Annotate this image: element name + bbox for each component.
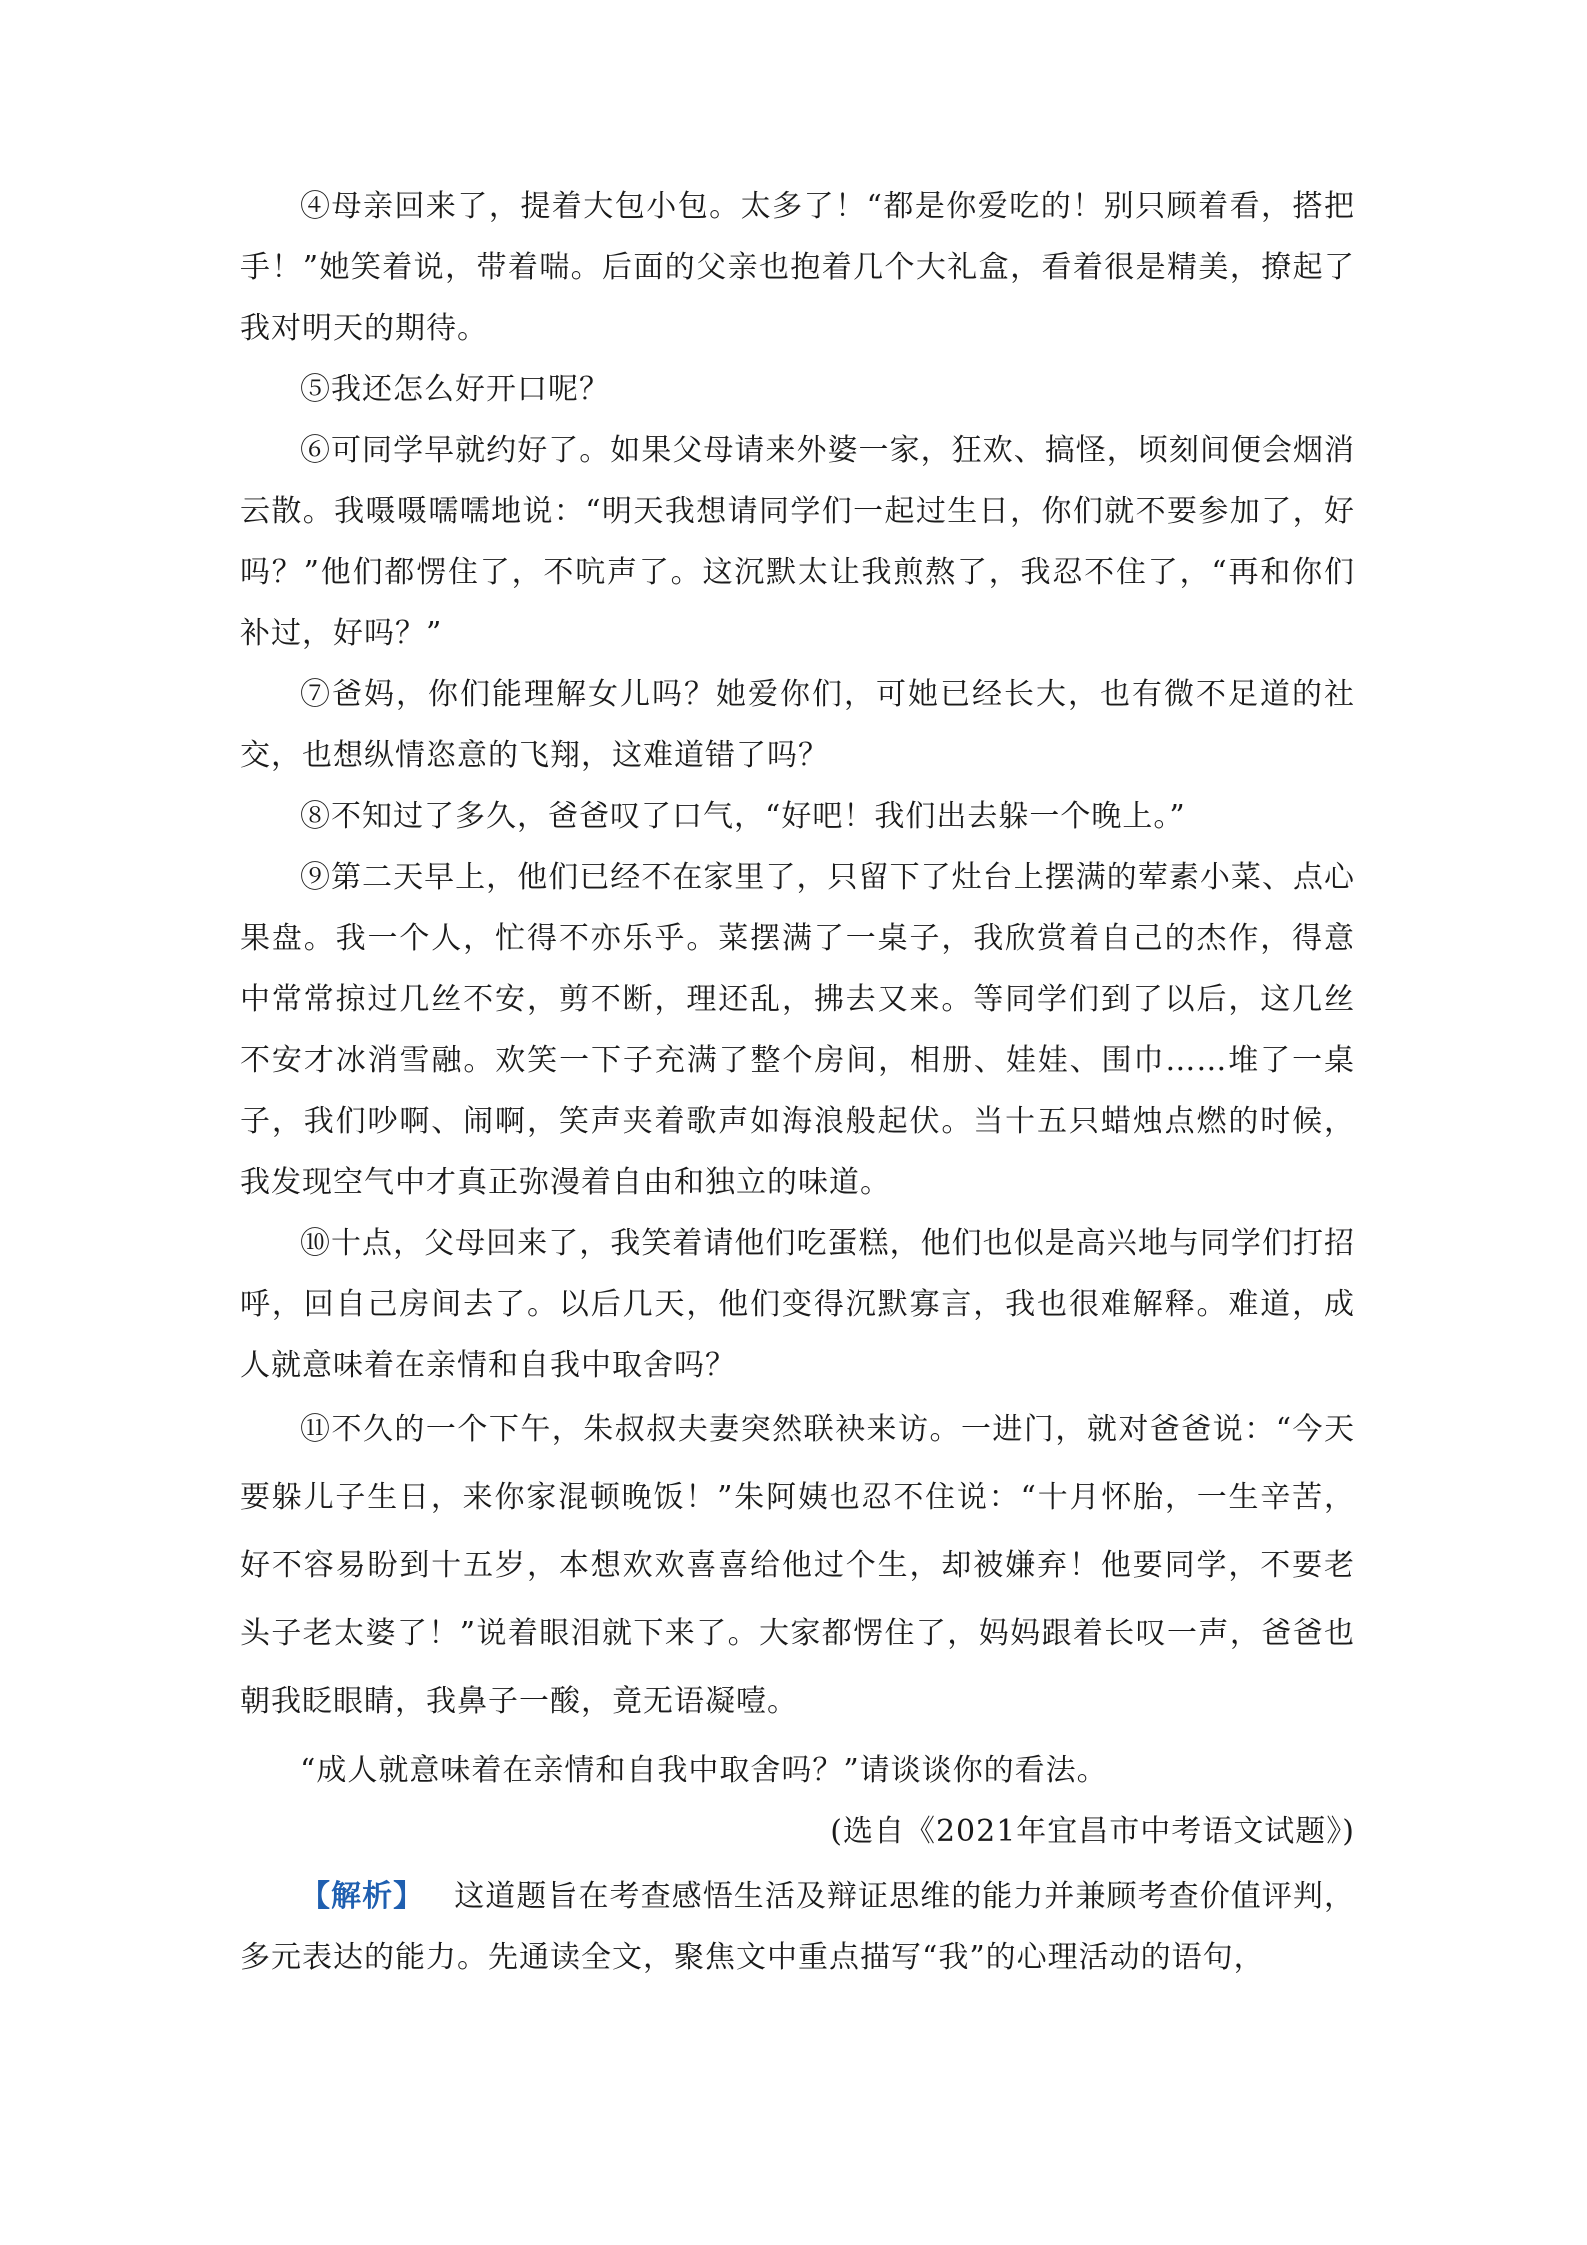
paragraph-9: ⑨第二天早上，他们已经不在家里了，只留下了灶台上摆满的荤素小菜、点心果盘。我一个人，忙得不亦乐乎。菜摆满了一桌子，我欣赏着自己的杰作，得意中常常掠过几丝不安，剪不断，理还乱，拂去又来。等同学们到了以后，这几丝不安才冰消雪融。欢笑一下子充满了整个房间，相册、娃娃、围巾……堆了一桌子，我们吵啊、闹啊，笑声夹着歌声如海浪般起伏。当十五只蜡烛点燃的时候，我发现空气中才真正弥漫着自由和独立的味道。 xyxy=(240,860,1355,1200)
paragraph-8: ⑧不知过了多久，爸爸叹了口气，“好吧！我们出去躲一个晚上。” xyxy=(300,799,1186,834)
analysis-text: 这道题旨在考查感悟生活及辩证思维的能力并兼顾考查价值评判，多元表达的能力。先通读全文，聚焦文中重点描写“我”的心理活动的语句， xyxy=(240,1879,1355,1975)
paragraph-5: ⑤我还怎么好开口呢？ xyxy=(300,372,610,407)
paragraph-4: ④母亲回来了，提着大包小包。太多了！“都是你爱吃的！别只顾着看，搭把手！”她笑着说，带着喘。后面的父亲也抱着几个大礼盒，看着很是精美，撩起了我对明天的期待。 xyxy=(240,189,1355,346)
paragraph-7: ⑦爸妈，你们能理解女儿吗？她爱你们，可她已经长大，也有微不足道的社交，也想纵情恣意的飞翔，这难道错了吗？ xyxy=(240,677,1355,773)
question-prompt: “成人就意味着在亲情和自我中取舍吗？”请谈谈你的看法。 xyxy=(300,1753,1108,1788)
paragraph-11: ⑪不久的一个下午，朱叔叔夫妻突然联袂来访。一进门，就对爸爸说：“今天要躲儿子生日，来你家混顿晚饭！”朱阿姨也忍不住说：“十月怀胎，一生辛苦，好不容易盼到十五岁，本想欢欢喜喜给他过个生，却被嫌弃！他要同学，不要老头子老太婆了！”说着眼泪就下来了。大家都愣住了，妈妈跟着长叹一声，爸爸也朝我眨眼睛，我鼻子一酸，竟无语凝噎。 xyxy=(240,1412,1355,1719)
analysis-label: 【解析】 xyxy=(300,1879,425,1914)
passage-body xyxy=(240,176,1355,1988)
analysis-section xyxy=(240,1866,1355,1988)
paragraph-6: ⑥可同学早就约好了。如果父母请来外婆一家，狂欢、搞怪，顷刻间便会烟消云散。我嗫嗫嚅嚅地说：“明天我想请同学们一起过生日，你们就不要参加了，好吗？”他们都愣住了，不吭声了。这沉默太让我煎熬了，我忍不住了，“再和你们补过，好吗？” xyxy=(240,433,1355,651)
source-citation: (选自《2021年宜昌市中考语文试题》) xyxy=(830,1814,1355,1849)
paragraph-10: ⑩十点，父母回来了，我笑着请他们吃蛋糕，他们也似是高兴地与同学们打招呼，回自己房间去了。以后几天，他们变得沉默寡言，我也很难解释。难道，成人就意味着在亲情和自我中取舍吗？ xyxy=(240,1226,1355,1383)
